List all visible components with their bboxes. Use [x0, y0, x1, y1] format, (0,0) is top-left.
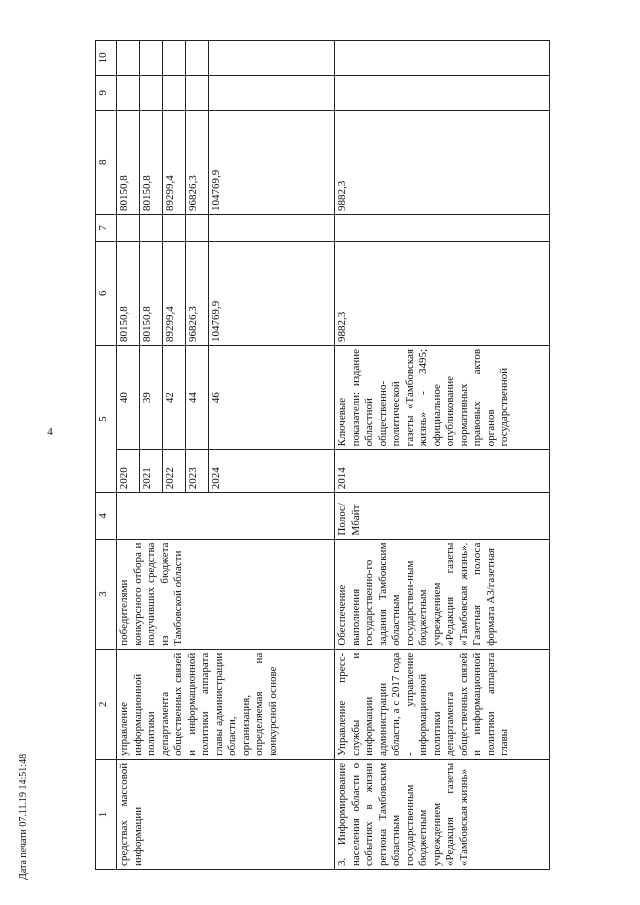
- col10-cell: [163, 41, 186, 76]
- col10-cell: [209, 41, 335, 76]
- regional-budget-cell: 80150,8: [117, 110, 140, 214]
- header-cell: 5: [96, 345, 117, 492]
- regional-budget-cell: 80150,8: [140, 110, 163, 214]
- header-row: [96, 41, 117, 870]
- indicator-cell: 40: [117, 345, 140, 449]
- regional-budget-cell: 96826,3: [186, 110, 209, 214]
- year-cell: 2022: [163, 450, 186, 493]
- year-cell: 2021: [140, 450, 163, 493]
- total-cell: 80150,8: [117, 241, 140, 345]
- total-cell: 9882,3: [335, 241, 550, 345]
- col7-cell: [335, 214, 550, 241]
- header-cell: 6: [96, 241, 117, 345]
- page-number: 4: [47, 426, 53, 438]
- indicator-cell: 42: [163, 345, 186, 449]
- col10-cell: [186, 41, 209, 76]
- header-cell: 1: [96, 759, 117, 869]
- description-cell: победителями конкурсного отбора и получивших средства из бюджета Тамбовской области: [117, 539, 335, 649]
- description-cell: Обеспечение выполнения государственно-го задания Тамбовским областным государствен-ным бюджетным учреждением «Редакция газеты «Тамбовская жизнь». Газетная полоса формата А3/газетная: [335, 539, 550, 649]
- header-cell: 9: [96, 75, 117, 110]
- header-cell: 7: [96, 214, 117, 241]
- col9-cell: [140, 75, 163, 110]
- program-table: [95, 40, 550, 870]
- table-row: [335, 41, 550, 870]
- total-cell: 104769,9: [209, 241, 335, 345]
- total-cell: 80150,8: [140, 241, 163, 345]
- activity-cell: 3. Информирование населения области о событиях в жизни региона Тамбовским областным государственным бюджетным учреждением «Редакция газеты «Тамбовская жизнь»: [335, 759, 550, 869]
- total-cell: 89299,4: [163, 241, 186, 345]
- unit-cell: Полос/ Мбайт: [335, 493, 550, 539]
- header-cell: 4: [96, 493, 117, 539]
- header-cell: 2: [96, 649, 117, 759]
- print-date: Дата печати 07.11.19 14:51:48: [18, 753, 29, 880]
- regional-budget-cell: 89299,4: [163, 110, 186, 214]
- unit-cell: [117, 493, 335, 539]
- indicator-cell: 44: [186, 345, 209, 449]
- col10-cell: [117, 41, 140, 76]
- col7-cell: [140, 214, 163, 241]
- indicator-cell: 39: [140, 345, 163, 449]
- year-cell: 2014: [335, 450, 550, 493]
- col9-cell: [117, 75, 140, 110]
- col9-cell: [186, 75, 209, 110]
- col9-cell: [335, 75, 550, 110]
- table-row: [117, 41, 140, 870]
- col9-cell: [209, 75, 335, 110]
- activity-cell: средствах массовой информации: [117, 759, 335, 869]
- indicator-cell: Ключевые показатели: издание областной общественно-политической газеты «Тамбовская жизнь» - 3495; официальное опубликование нормативных правовых актов органов государственной: [335, 345, 550, 449]
- regional-budget-cell: 104769,9: [209, 110, 335, 214]
- col7-cell: [163, 214, 186, 241]
- year-cell: 2024: [209, 450, 335, 493]
- col7-cell: [117, 214, 140, 241]
- rotated-table-container: [95, 40, 614, 870]
- col10-cell: [140, 41, 163, 76]
- year-cell: 2020: [117, 450, 140, 493]
- header-cell: 3: [96, 539, 117, 649]
- total-cell: 96826,3: [186, 241, 209, 345]
- header-cell: 10: [96, 41, 117, 76]
- indicator-cell: 46: [209, 345, 335, 449]
- header-cell: 8: [96, 110, 117, 214]
- col7-cell: [209, 214, 335, 241]
- regional-budget-cell: 9882,3: [335, 110, 550, 214]
- executor-cell: управление информационной политики департамента общественных связей и информационной политики аппарата главы администрации области, организация, определяемая на конкурсной основе: [117, 649, 335, 759]
- col7-cell: [186, 214, 209, 241]
- col10-cell: [335, 41, 550, 76]
- year-cell: 2023: [186, 450, 209, 493]
- executor-cell: Управление пресс-службы и информации администрации области, а с 2017 года - управление информационной политики департамента общественных связей и информационной политики аппарата главы: [335, 649, 550, 759]
- col9-cell: [163, 75, 186, 110]
